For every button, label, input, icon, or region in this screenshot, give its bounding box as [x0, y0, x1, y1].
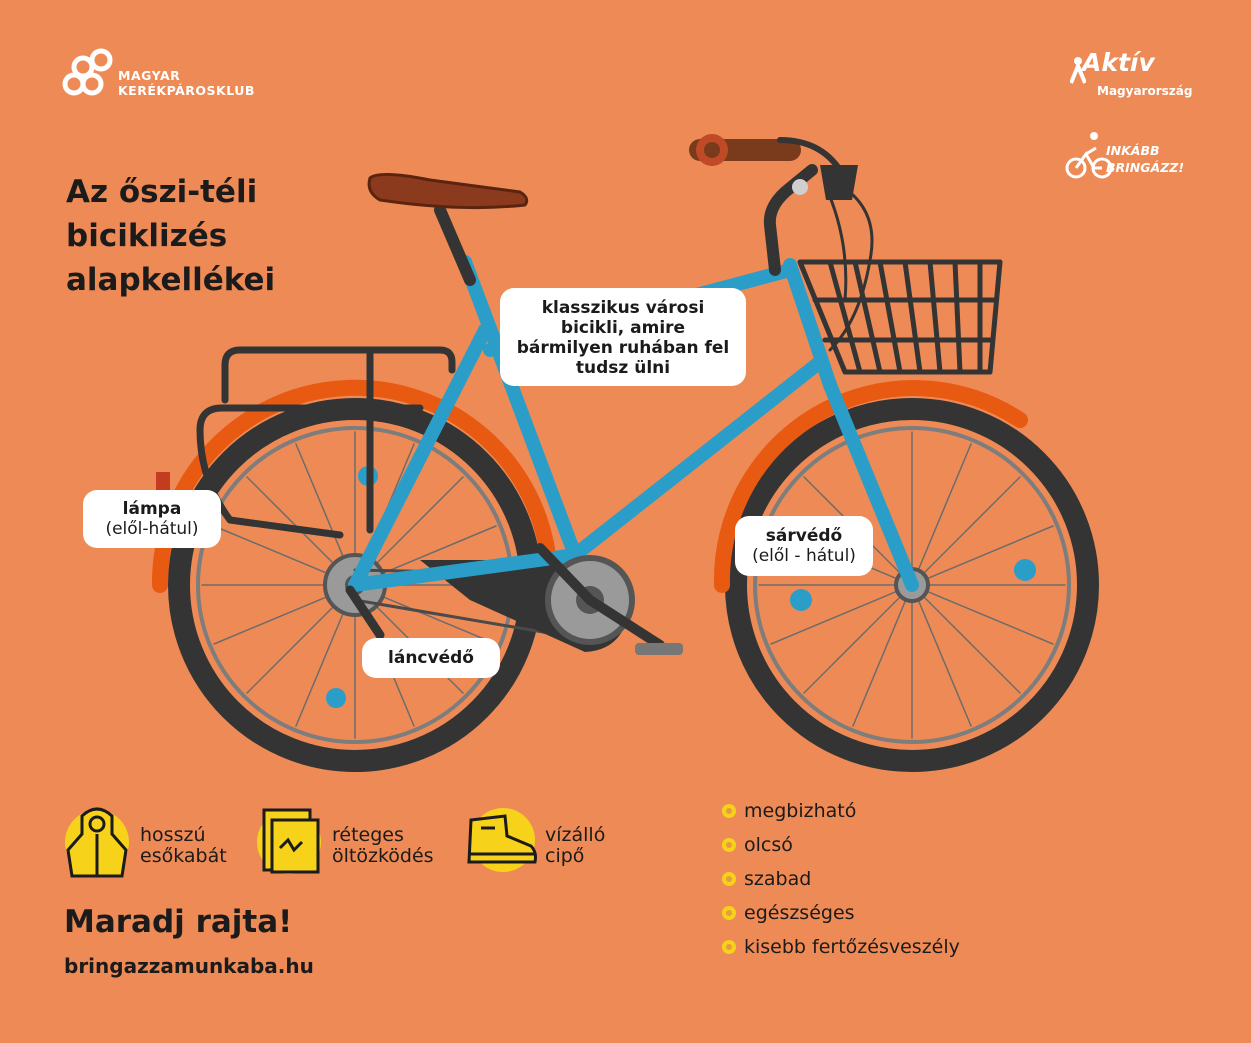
ib-line1: INKÁBB: [1106, 143, 1160, 158]
callout-fender-sub: (elől - hátul): [752, 546, 856, 566]
inkabb-bringazz-logo: [1064, 128, 1209, 184]
accessory-boot-line1: vízálló: [545, 824, 606, 846]
callout-bike-line2: bicikli, amire: [560, 318, 686, 338]
accessory-layers-line2: öltözködés: [332, 845, 434, 867]
title-line3: alapkellékei: [66, 262, 276, 298]
front-basket: [800, 262, 1000, 372]
circles-icon: [62, 46, 118, 102]
accessory-layers-line1: réteges: [332, 824, 404, 846]
callout-bike-line4: tudsz ülni: [575, 358, 671, 378]
aktiv-sub: Magyarország: [1097, 84, 1193, 98]
benefit-item: [722, 832, 960, 866]
benefit-label: megbizható: [744, 800, 857, 822]
benefit-item: [722, 934, 960, 968]
bullet-icon: [722, 872, 736, 886]
accessory-raincoat-line1: hosszú: [140, 824, 206, 846]
slogan: Maradj rajta!: [64, 904, 293, 940]
bullet-icon: [722, 804, 736, 818]
title-line1: Az őszi-téli: [66, 174, 258, 210]
accessory-boot-line2: cipő: [545, 845, 585, 867]
mk-line1: MAGYAR: [118, 68, 181, 83]
callout-bike-line3: bármilyen ruhában fel: [516, 338, 730, 358]
callout-chainguard: [362, 638, 500, 678]
aktiv-word: Aktív: [1082, 48, 1155, 77]
bullet-icon: [722, 838, 736, 852]
accessory-raincoat-line2: esőkabát: [140, 845, 227, 867]
callout-chainguard-title: láncvédő: [388, 648, 474, 668]
aktiv-magyarorszag-logo: [1070, 48, 1210, 103]
callout-bike: [500, 288, 746, 386]
page-title: [66, 170, 275, 302]
accessory-raincoat: [62, 800, 262, 890]
mk-line2: KERÉKPÁROSKLUB: [118, 83, 255, 98]
bullet-icon: [722, 906, 736, 920]
title-line2: biciklizés: [66, 218, 228, 254]
bullet-icon: [722, 940, 736, 954]
accessory-boot: [465, 800, 665, 890]
callout-lamp-sub: (elől-hátul): [105, 519, 199, 539]
ib-line2: BRINGÁZZ!: [1106, 160, 1185, 175]
benefit-item: [722, 866, 960, 900]
benefits-list: [722, 798, 960, 968]
layered-clothing-icon: [254, 800, 324, 884]
raincoat-icon: [62, 800, 132, 884]
saddle: [369, 174, 527, 207]
boot-icon: [465, 800, 541, 884]
benefit-item: [722, 900, 960, 934]
callout-fender-title: sárvédő: [765, 526, 843, 546]
benefit-label: kisebb fertőzésveszély: [744, 936, 960, 958]
callout-bike-line1: klasszikus városi: [541, 298, 705, 318]
benefit-label: egészséges: [744, 902, 855, 924]
seat-post: [440, 210, 470, 280]
website-url: bringazzamunkaba.hu: [64, 954, 314, 978]
callout-lamp-title: lámpa: [122, 499, 182, 519]
benefit-item: [722, 798, 960, 832]
callout-fender: [735, 516, 873, 576]
accessory-layers: [254, 800, 454, 890]
benefit-label: olcsó: [744, 834, 793, 856]
benefit-label: szabad: [744, 868, 812, 890]
magyar-kerekparosklub-logo: [62, 46, 282, 102]
callout-lamp: [83, 490, 221, 548]
